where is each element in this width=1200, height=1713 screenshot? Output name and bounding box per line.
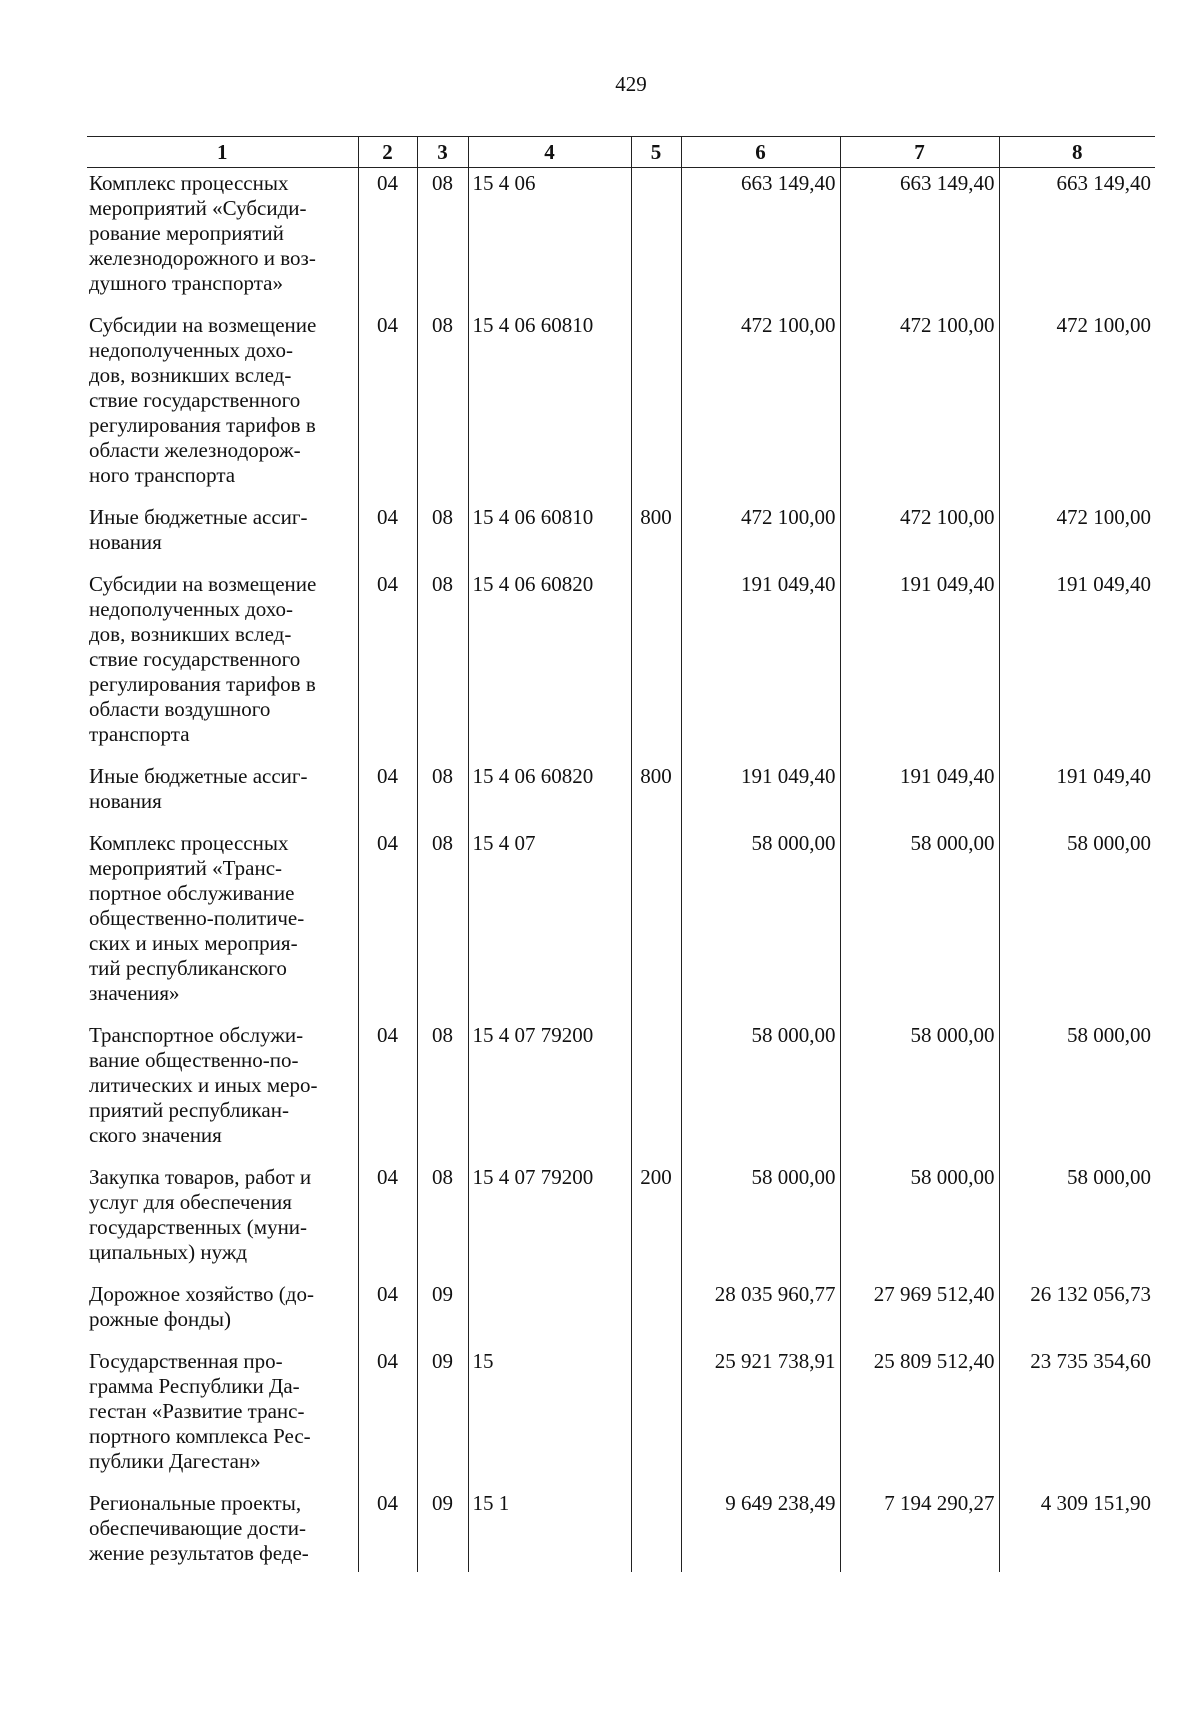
table-row — [87, 1488, 1155, 1572]
section-code: 04 — [358, 828, 417, 1020]
amount-col-6: 25 921 738,91 — [681, 1346, 840, 1488]
amount-col-7: 191 049,40 — [840, 761, 999, 828]
expense-type-code — [631, 168, 681, 311]
amount-col-6: 191 049,40 — [681, 569, 840, 761]
amount-col-8: 191 049,40 — [999, 569, 1155, 761]
target-article-code: 15 — [468, 1346, 631, 1488]
column-header-4: 4 — [468, 137, 631, 168]
amount-col-7: 472 100,00 — [840, 310, 999, 502]
target-article-code: 15 4 06 60820 — [468, 569, 631, 761]
subsection-code: 09 — [417, 1488, 468, 1572]
table-row — [87, 1346, 1155, 1488]
section-code: 04 — [358, 1346, 417, 1488]
section-code: 04 — [358, 310, 417, 502]
amount-col-6: 663 149,40 — [681, 168, 840, 311]
amount-col-8: 23 735 354,60 — [999, 1346, 1155, 1488]
target-article-code — [468, 1279, 631, 1346]
subsection-code: 08 — [417, 569, 468, 761]
amount-col-6: 191 049,40 — [681, 761, 840, 828]
amount-col-8: 4 309 151,90 — [999, 1488, 1155, 1572]
amount-col-8: 472 100,00 — [999, 502, 1155, 569]
subsection-code: 08 — [417, 1020, 468, 1162]
table-row — [87, 502, 1155, 569]
table-row — [87, 168, 1155, 311]
row-name: Транспортное обслужи- вание общественно-по- литических и иных меро- приятий республикан- ского значения — [87, 1020, 358, 1162]
section-code: 04 — [358, 761, 417, 828]
amount-col-6: 58 000,00 — [681, 1162, 840, 1279]
subsection-code: 08 — [417, 761, 468, 828]
subsection-code: 08 — [417, 168, 468, 311]
subsection-code: 08 — [417, 310, 468, 502]
target-article-code: 15 4 06 60810 — [468, 310, 631, 502]
column-header-3: 3 — [417, 137, 468, 168]
row-name: Закупка товаров, работ и услуг для обеспечения государственных (муни- ципальных) нужд — [87, 1162, 358, 1279]
row-name: Региональные проекты, обеспечивающие дости- жение результатов феде- — [87, 1488, 358, 1572]
amount-col-7: 58 000,00 — [840, 828, 999, 1020]
target-article-code: 15 4 07 79200 — [468, 1162, 631, 1279]
table-row — [87, 761, 1155, 828]
target-article-code: 15 4 07 — [468, 828, 631, 1020]
table-row — [87, 1279, 1155, 1346]
section-code: 04 — [358, 1020, 417, 1162]
amount-col-7: 25 809 512,40 — [840, 1346, 999, 1488]
subsection-code: 08 — [417, 828, 468, 1020]
amount-col-6: 472 100,00 — [681, 310, 840, 502]
column-header-8: 8 — [999, 137, 1155, 168]
subsection-code: 09 — [417, 1279, 468, 1346]
amount-col-7: 27 969 512,40 — [840, 1279, 999, 1346]
target-article-code: 15 4 06 — [468, 168, 631, 311]
subsection-code: 09 — [417, 1346, 468, 1488]
column-header-5: 5 — [631, 137, 681, 168]
section-code: 04 — [358, 168, 417, 311]
row-name: Субсидии на возмещение недополученных дохо- дов, возникших вслед- ствие государственного регулирования тарифов в области воздушного транспорта — [87, 569, 358, 761]
expense-type-code — [631, 1020, 681, 1162]
row-name: Дорожное хозяйство (до- рожные фонды) — [87, 1279, 358, 1346]
section-code: 04 — [358, 1279, 417, 1346]
section-code: 04 — [358, 1488, 417, 1572]
section-code: 04 — [358, 502, 417, 569]
expense-type-code — [631, 1346, 681, 1488]
amount-col-7: 663 149,40 — [840, 168, 999, 311]
amount-col-8: 472 100,00 — [999, 310, 1155, 502]
row-name: Иные бюджетные ассиг- нования — [87, 761, 358, 828]
expense-type-code: 800 — [631, 502, 681, 569]
expense-type-code: 200 — [631, 1162, 681, 1279]
budget-table — [87, 136, 1155, 1572]
row-name: Комплекс процессных мероприятий «Транс- портное обслуживание общественно-политиче- ских и иных мероприя- тий республиканского значения» — [87, 828, 358, 1020]
table-row — [87, 310, 1155, 502]
row-name: Комплекс процессных мероприятий «Субсиди- рование мероприятий железнодорожного и воз- душного транспорта» — [87, 168, 358, 311]
row-name: Субсидии на возмещение недополученных дохо- дов, возникших вслед- ствие государственного регулирования тарифов в области железнодорож- ного транспорта — [87, 310, 358, 502]
expense-type-code — [631, 569, 681, 761]
section-code: 04 — [358, 569, 417, 761]
table-row — [87, 569, 1155, 761]
target-article-code: 15 4 07 79200 — [468, 1020, 631, 1162]
amount-col-6: 9 649 238,49 — [681, 1488, 840, 1572]
row-name: Государственная про- грамма Республики Да- гестан «Развитие транс- портного комплекса Рес- публики Дагестан» — [87, 1346, 358, 1488]
amount-col-7: 58 000,00 — [840, 1162, 999, 1279]
target-article-code: 15 1 — [468, 1488, 631, 1572]
column-header-7: 7 — [840, 137, 999, 168]
column-header-1: 1 — [87, 137, 358, 168]
amount-col-8: 58 000,00 — [999, 1162, 1155, 1279]
amount-col-8: 191 049,40 — [999, 761, 1155, 828]
amount-col-8: 58 000,00 — [999, 1020, 1155, 1162]
amount-col-8: 663 149,40 — [999, 168, 1155, 311]
subsection-code: 08 — [417, 502, 468, 569]
table-header-row — [87, 137, 1155, 168]
subsection-code: 08 — [417, 1162, 468, 1279]
amount-col-7: 191 049,40 — [840, 569, 999, 761]
amount-col-7: 472 100,00 — [840, 502, 999, 569]
expense-type-code — [631, 1279, 681, 1346]
expense-type-code — [631, 1488, 681, 1572]
expense-type-code — [631, 828, 681, 1020]
table-row — [87, 828, 1155, 1020]
amount-col-6: 58 000,00 — [681, 828, 840, 1020]
target-article-code: 15 4 06 60820 — [468, 761, 631, 828]
expense-type-code: 800 — [631, 761, 681, 828]
page-number: 429 — [615, 72, 647, 96]
table-row — [87, 1162, 1155, 1279]
section-code: 04 — [358, 1162, 417, 1279]
amount-col-6: 58 000,00 — [681, 1020, 840, 1162]
amount-col-7: 7 194 290,27 — [840, 1488, 999, 1572]
amount-col-8: 26 132 056,73 — [999, 1279, 1155, 1346]
amount-col-7: 58 000,00 — [840, 1020, 999, 1162]
amount-col-8: 58 000,00 — [999, 828, 1155, 1020]
amount-col-6: 472 100,00 — [681, 502, 840, 569]
amount-col-6: 28 035 960,77 — [681, 1279, 840, 1346]
expense-type-code — [631, 310, 681, 502]
table-row — [87, 1020, 1155, 1162]
column-header-2: 2 — [358, 137, 417, 168]
target-article-code: 15 4 06 60810 — [468, 502, 631, 569]
column-header-6: 6 — [681, 137, 840, 168]
row-name: Иные бюджетные ассиг- нования — [87, 502, 358, 569]
